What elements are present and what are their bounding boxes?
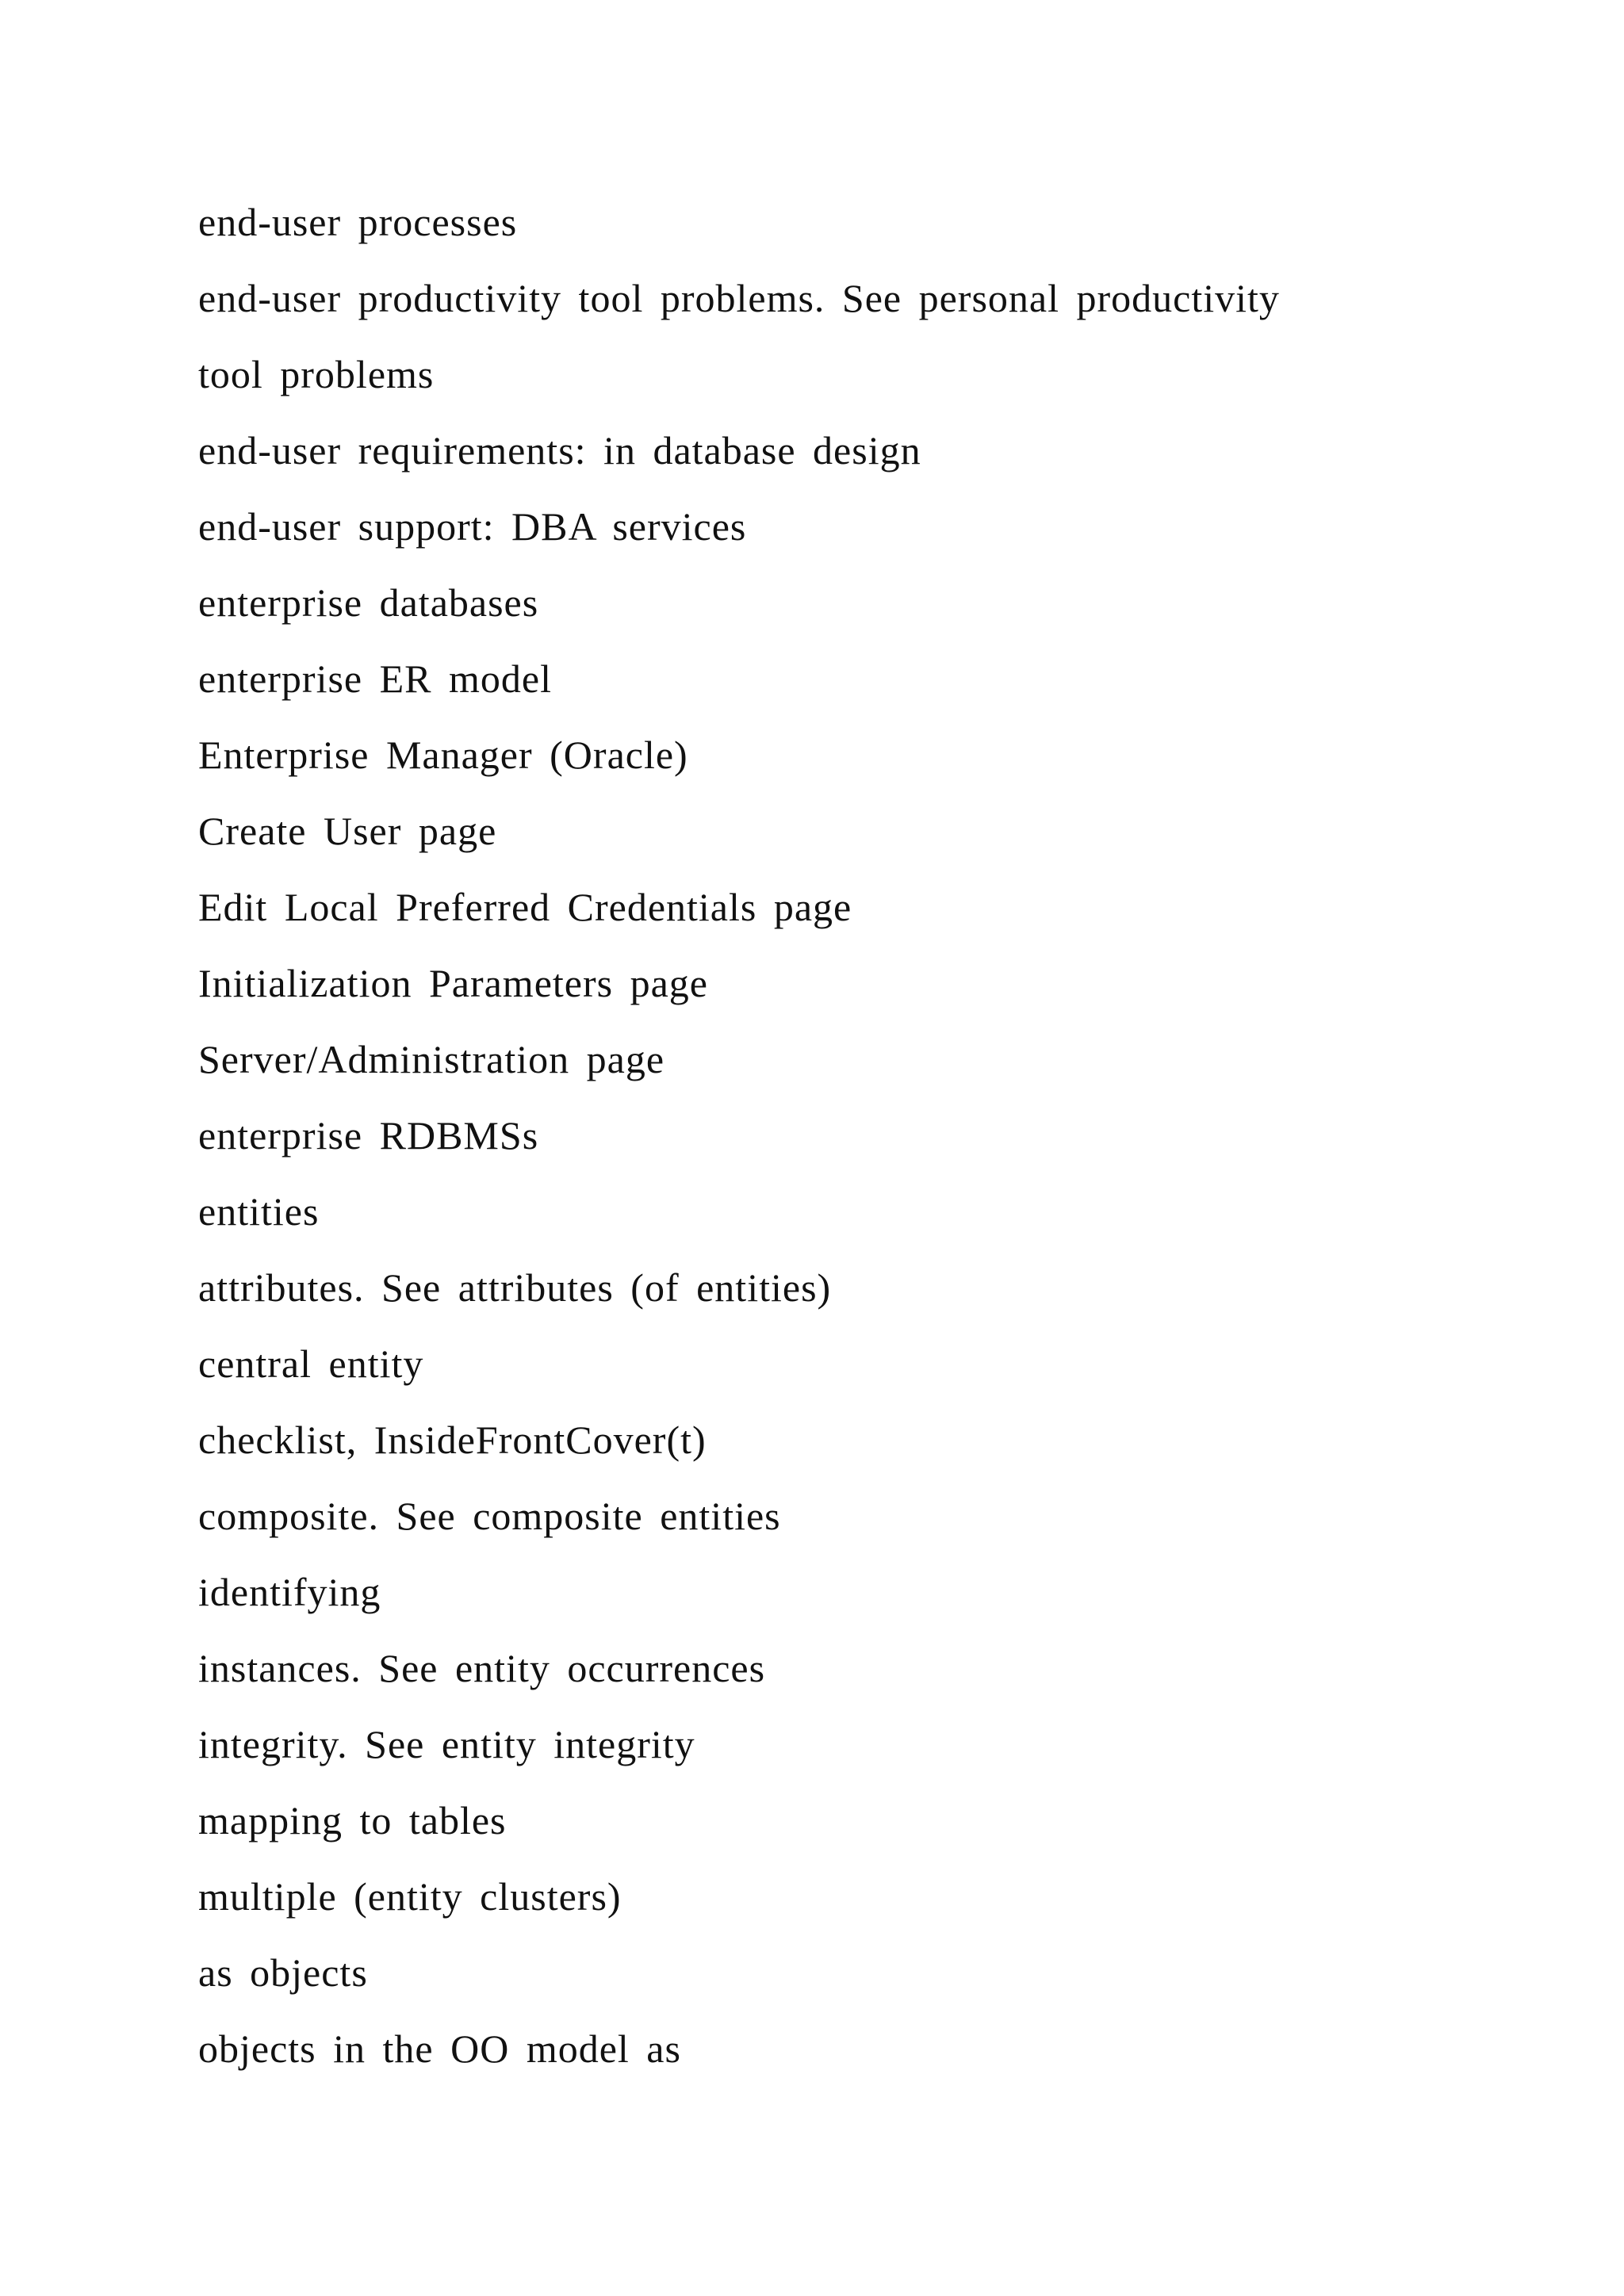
index-entry: central entity	[198, 1341, 424, 1386]
index-entry: end-user requirements: in database design	[198, 428, 921, 473]
index-entry: enterprise ER model	[198, 656, 552, 701]
index-entry: Enterprise Manager (Oracle)	[198, 733, 688, 777]
index-entry: composite. See composite entities	[198, 1494, 781, 1538]
index-entry: Edit Local Preferred Credentials page	[198, 885, 852, 929]
index-entry-list	[198, 190, 1435, 2093]
index-entry: Server/Administration page	[198, 1037, 665, 1081]
index-entry: objects in the OO model as	[198, 2026, 681, 2071]
index-entry: entities	[198, 1189, 320, 1234]
index-entry: mapping to tables	[198, 1798, 507, 1843]
index-entry: end-user productivity tool problems. See personal productivity	[198, 276, 1280, 320]
index-entry: identifying	[198, 1570, 381, 1614]
index-entry: tool problems	[198, 352, 435, 396]
index-entry: checklist, InsideFrontCover(t)	[198, 1418, 707, 1462]
index-entry: as objects	[198, 1950, 368, 1995]
index-entry: enterprise databases	[198, 580, 539, 625]
index-entry: end-user processes	[198, 200, 518, 244]
index-entry: Create User page	[198, 809, 497, 853]
index-entry: enterprise RDBMSs	[198, 1113, 539, 1158]
index-entry: Initialization Parameters page	[198, 961, 708, 1005]
index-entry: instances. See entity occurrences	[198, 1646, 766, 1690]
index-entry: end-user support: DBA services	[198, 504, 747, 549]
index-entry: attributes. See attributes (of entities)	[198, 1265, 832, 1310]
index-entry: multiple (entity clusters)	[198, 1874, 622, 1919]
index-entry: integrity. See entity integrity	[198, 1722, 695, 1766]
